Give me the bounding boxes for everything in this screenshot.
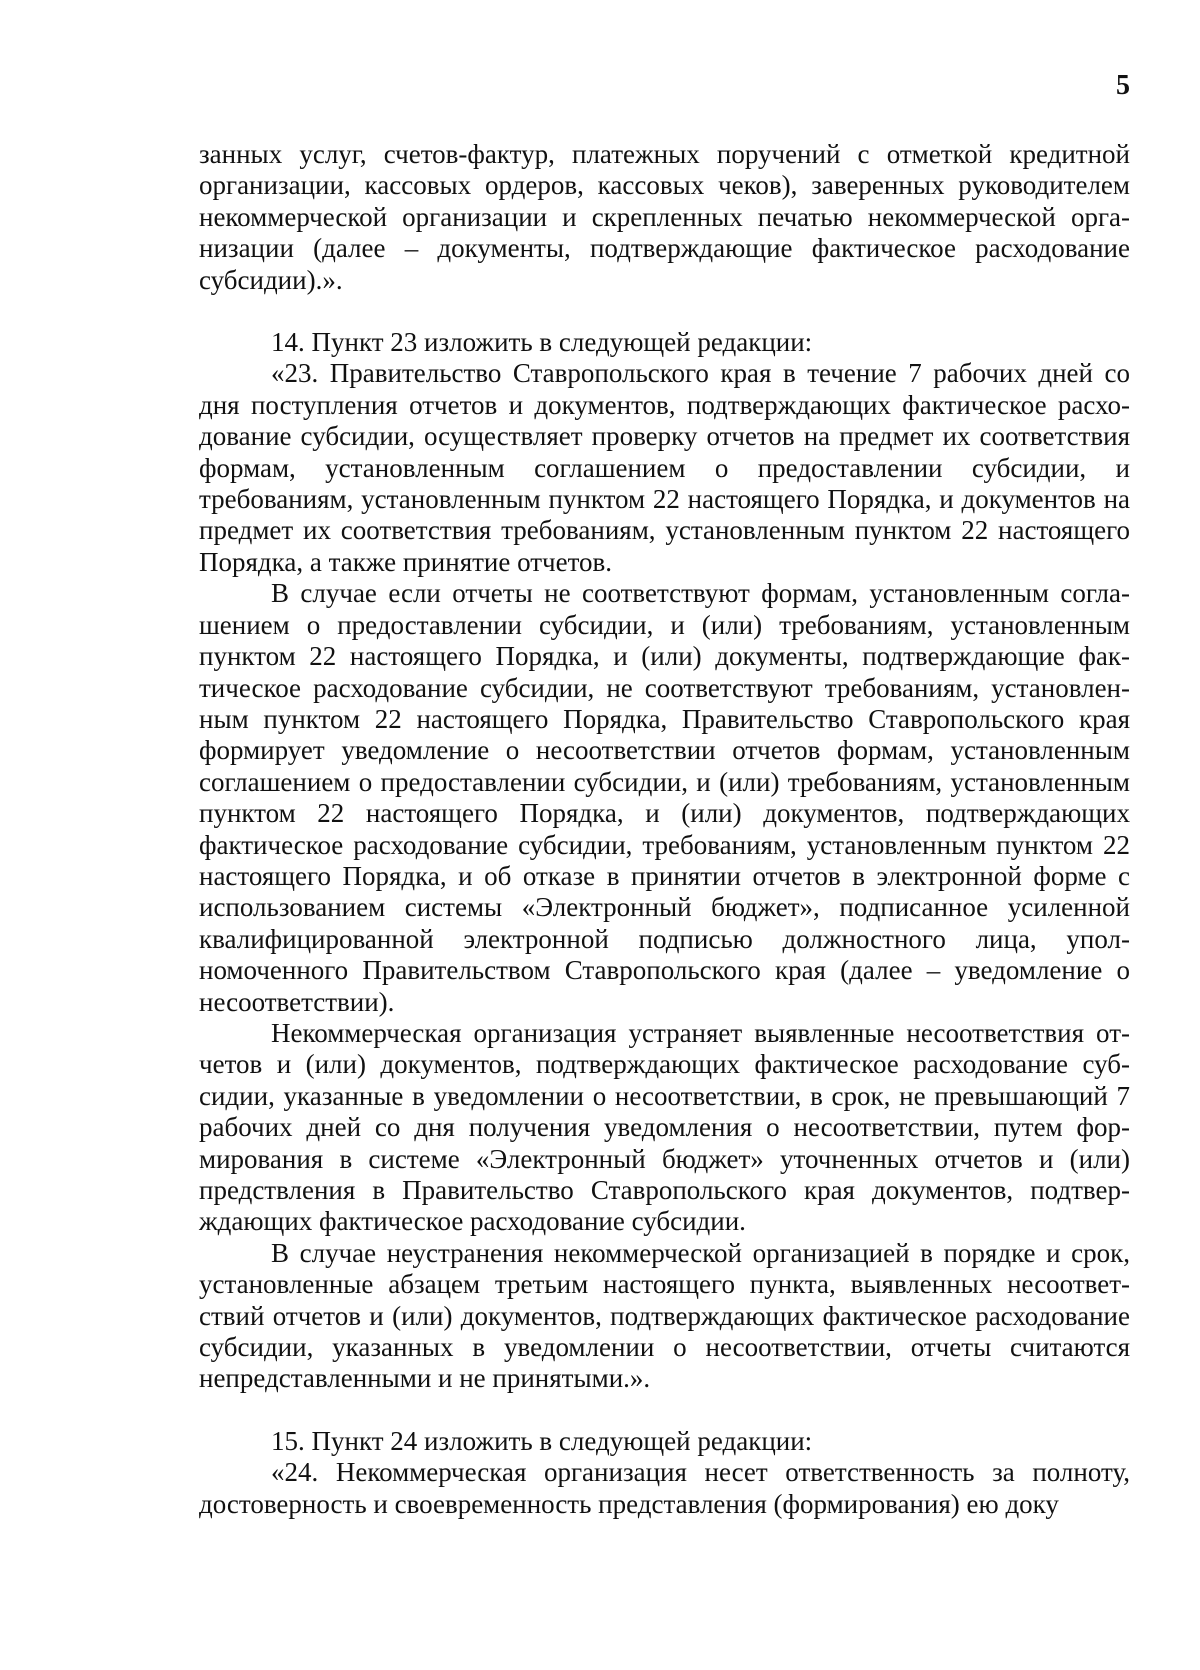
paragraph-continuation: занных услуг, счетов-фактур, платежных поручений с отметкой кредитной организации, кассовых ордеров, кассовых чеков), заверенных руководителем некоммерческой организации и скрепленных печатью некоммерческой организации (далее – документы, подтверждающие фактическое расходование субсидии).». <box>199 139 1130 295</box>
item-15-heading: 15. Пункт 24 изложить в следующей редакции: <box>271 1425 813 1456</box>
page-number: 5 <box>1116 70 1130 101</box>
clause-24-paragraph-1: «24. Некоммерческая организация несет ответственность за полноту, достоверность и своевременность представления (формирования) ею доку <box>199 1457 1130 1519</box>
clause-23-paragraph-3: Некоммерческая организация устраняет выявленные несоответствия отчетов и (или) документов, подтверждающих фактическое расходование субсидии, указанные в уведомлении о несоответствии, в срок, не превышающий 7 рабочих дней со дня получения уведомления о несоответствии, путем формирования в системе «Электронный бюджет» уточненных отчетов и (или) предствления в Правительство Ставропольского края документов, подтверждающих фактическое расходование субсидии. <box>199 1017 1130 1237</box>
document-body <box>199 139 1130 1520</box>
item-14-heading: 14. Пункт 23 изложить в следующей редакции: <box>271 327 813 358</box>
clause-23-paragraph-2: В случае если отчеты не соответствуют формам, установленным соглашением о предоставлении субсидии, и (или) требованиям, установленным пунктом 22 настоящего Порядка, и (или) документы, подтверждающие фактическое расходование субсидии, не соответствуют требованиям, установленным пунктом 22 настоящего Порядка, Правительство Ставропольского края формирует уведомление о несоответствии отчетов формам, установленным соглашением о предоставлении субсидии, и (или) требованиям, установленным пунктом 22 настоящего Порядка, и (или) документов, подтверждающих фактическое расходование субсидии, требованиям, установленным пунктом 22 настоящего Порядка, и об отказе в принятии отчетов в электронной форме с использованием системы «Электронный бюджет», подписанное усиленной квалифицированной электронной подписью должностного лица, уполномоченного Правительством Ставропольского края (далее – уведомление о несоответствии). <box>199 578 1130 1017</box>
clause-23-paragraph-1: «23. Правительство Ставропольского края в течение 7 рабочих дней со дня поступления отчетов и документов, подтверждающих фактическое расходование субсидии, осуществляет проверку отчетов на предмет их соответствия формам, установленным соглашением о предоставлении субсидии, и требованиям, установленным пунктом 22 настоящего Порядка, и документов на предмет их соответствия требованиям, установленным пунктом 22 настоящего Порядка, а также принятие отчетов. <box>199 358 1130 577</box>
clause-23-paragraph-4: В случае неустранения некоммерческой организацией в порядке и срок, установленные абзацем третьим настоящего пункта, выявленных несоответствий отчетов и (или) документов, подтверждающих фактическое расходование субсидии, указанных в уведомлении о несоответствии, отчеты считаются непредставленными и не принятыми.». <box>199 1237 1130 1394</box>
